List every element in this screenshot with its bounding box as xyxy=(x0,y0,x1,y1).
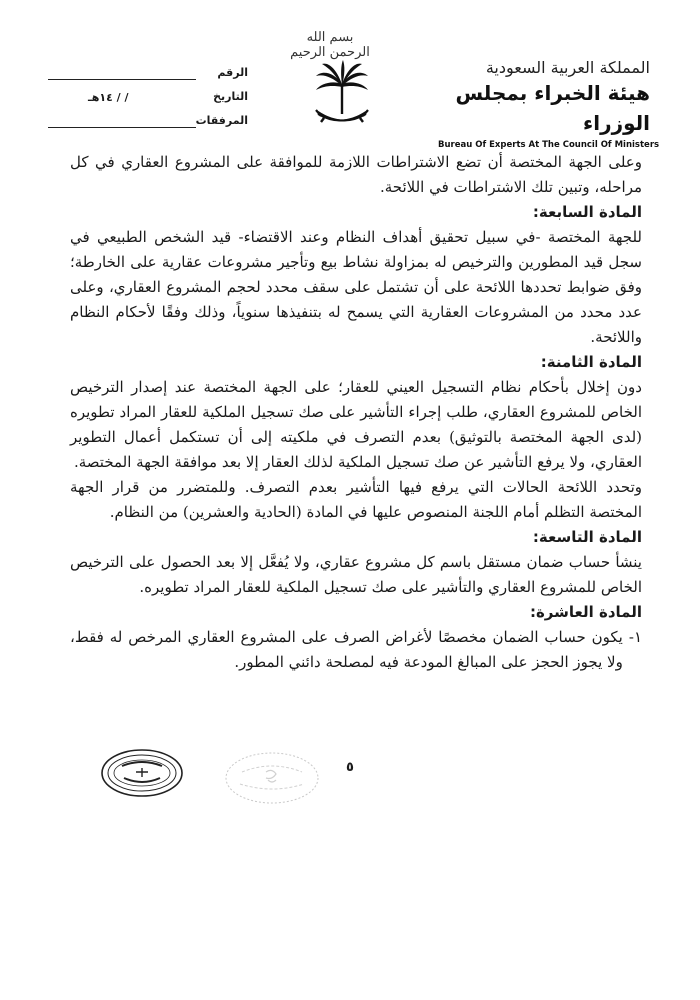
basmala: بسم الله الرحمن الرحيم xyxy=(290,30,370,60)
number-field xyxy=(48,66,248,90)
date-format: / / ١٤هـ xyxy=(88,91,129,104)
article-heading: المادة الثامنة: xyxy=(540,353,642,371)
article-heading: المادة التاسعة: xyxy=(532,528,642,546)
date-label: التاريخ xyxy=(213,90,248,103)
list-number: ١- xyxy=(628,628,642,646)
paragraph: للجهة المختصة -في سبيل تحقيق أهداف النظام وعند الاقتضاء- قيد الشخص الطبيعي في سجل قيد المطورين والترخيص له بمزاولة نشاط بيع وتأجير مشروعات عقارية على الخارطة؛ وفق ضوابط تحددها اللائحة على أن تشتمل على سقف محدد لحجم المشروع العقاري، وعلى عدد محدد من المشروعات العقارية التي يسمح له بتنفيذها سنوياً، وذلك وفقًا لأحكام النظام واللائحة. xyxy=(70,228,642,346)
paragraph: وتحدد اللائحة الحالات التي يرفع فيها التأشير بعدم التصرف. وللمتضرر من قرار الجهة المختصة التظلم أمام اللجنة المنصوص عليها في المادة (الحادية والعشرين) من النظام. xyxy=(70,478,642,521)
date-field xyxy=(48,90,248,114)
paragraph: ينشأ حساب ضمان مستقل باسم كل مشروع عقاري، ولا يُفعَّل إلا بعد الحصول على الترخيص الخاص للمشروع العقاري والتأشير على صك تسجيل الملكية للعقار المراد تطويره. xyxy=(70,553,642,596)
authority-name-english: Bureau Of Experts At The Council Of Ministers xyxy=(438,140,660,150)
attachments-line xyxy=(48,127,196,128)
paragraph: وعلى الجهة المختصة أن تضع الاشتراطات اللازمة للموافقة على المشروع العقاري في كل مراحله، وتبين تلك الاشتراطات في اللائحة. xyxy=(70,153,642,196)
number-label: الرقم xyxy=(217,66,248,79)
country-name: المملكة العربية السعودية xyxy=(485,58,650,77)
article-heading: المادة السابعة: xyxy=(532,203,642,221)
list-text: يكون حساب الضمان مخصصًا لأغراض الصرف على المشروع العقاري المرخص له فقط، ولا يجوز الحجز على المبالغ المودعة فيه لمصلحة دائني المطور. xyxy=(70,628,623,671)
list-item xyxy=(70,625,642,675)
issuer-block xyxy=(438,58,660,150)
document-body xyxy=(70,150,642,675)
reference-fields xyxy=(48,66,248,138)
faint-stamp-icon xyxy=(222,750,322,806)
article-heading: المادة العاشرة: xyxy=(529,603,642,621)
attachments-field xyxy=(48,114,248,138)
saudi-emblem-icon xyxy=(310,58,374,130)
number-line xyxy=(48,79,196,80)
page-number: ٥ xyxy=(346,760,354,775)
authority-name: هيئة الخبراء بمجلس الوزراء xyxy=(455,81,650,135)
attachments-label: المرفقات xyxy=(195,114,248,127)
paragraph: دون إخلال بأحكام نظام التسجيل العيني للعقار؛ على الجهة المختصة عند إصدار الترخيص الخاص للمشروع العقاري، طلب إجراء التأشير على صك تسجيل الملكية للعقار المراد تطويره (لدى الجهة المختصة بالتوثيق) بعدم التصرف في ملكيته إلى أن تستكمل أعمال التطوير العقاري، ولا يرفع التأشير عن صك تسجيل الملكية لذلك العقار إلا بعد موافقة الجهة المختصة. xyxy=(70,378,642,471)
official-seal-icon xyxy=(100,748,184,798)
